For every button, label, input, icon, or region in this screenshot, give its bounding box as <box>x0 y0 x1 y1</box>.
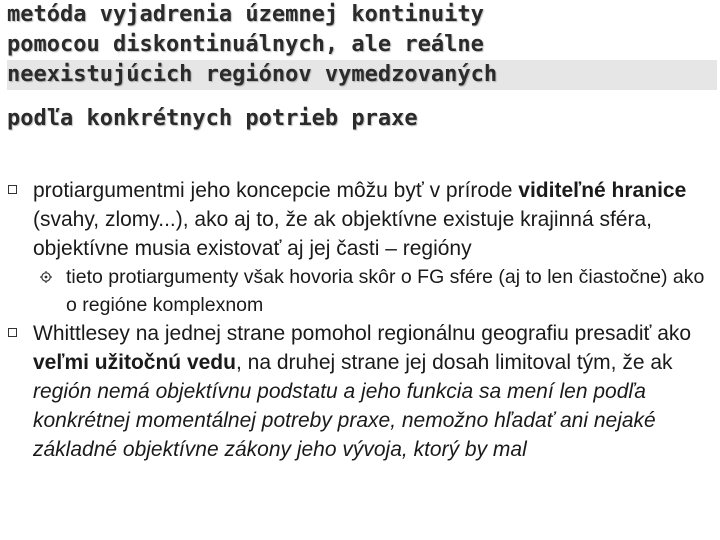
bullet-2-text-a: Whittlesey na jednej strane pomohol regionálnu geografiu presadiť ako <box>33 322 692 345</box>
square-bullet-icon <box>8 185 17 194</box>
bullet-2-bold: veľmi užitočnú vedu <box>33 351 236 374</box>
bullet-1-text-b: (svahy, zlomy...), ako aj to, že ak objektívne existuje krajinná sféra, objektívne musia existovať aj jej časti – regióny <box>33 208 652 260</box>
gear-bullet-icon <box>40 271 52 283</box>
heading-line-1: metóda vyjadrenia územnej kontinuity <box>7 2 484 27</box>
heading-line-3: neexistujúcich regiónov vymedzovaných <box>7 60 717 90</box>
slide-heading <box>7 0 717 134</box>
bullet-2-text-b: , na druhej strane jej dosah limitoval tým, že ak <box>235 351 673 374</box>
sub-bullet-1-text: tieto protiargumenty však hovoria skôr o FG sfére (aj to len čiastočne) ako o regióne komplexnom <box>66 266 705 316</box>
heading-line-4: podľa konkrétnych potrieb praxe <box>7 106 418 131</box>
square-bullet-icon <box>8 328 17 337</box>
sub-bullet-item-1 <box>33 263 718 319</box>
slide-body <box>0 176 718 464</box>
bullet-item-2 <box>0 319 718 464</box>
bullet-1-text-a: protiargumentmi jeho koncepcie môžu byť v prírode <box>33 179 519 202</box>
bullet-2-italic: región nemá objektívnu podstatu a jeho funkcia sa mení len podľa konkrétnej momentálnej potreby praxe, nemožno hľadať ani nejaké základné objektívne zákony jeho vývoja, ktorý by mal <box>33 380 656 461</box>
bullet-1-bold: viditeľné hranice <box>518 179 687 202</box>
heading-line-2: pomocou diskontinuálnych, ale reálne <box>7 32 484 57</box>
bullet-item-1 <box>0 176 718 263</box>
